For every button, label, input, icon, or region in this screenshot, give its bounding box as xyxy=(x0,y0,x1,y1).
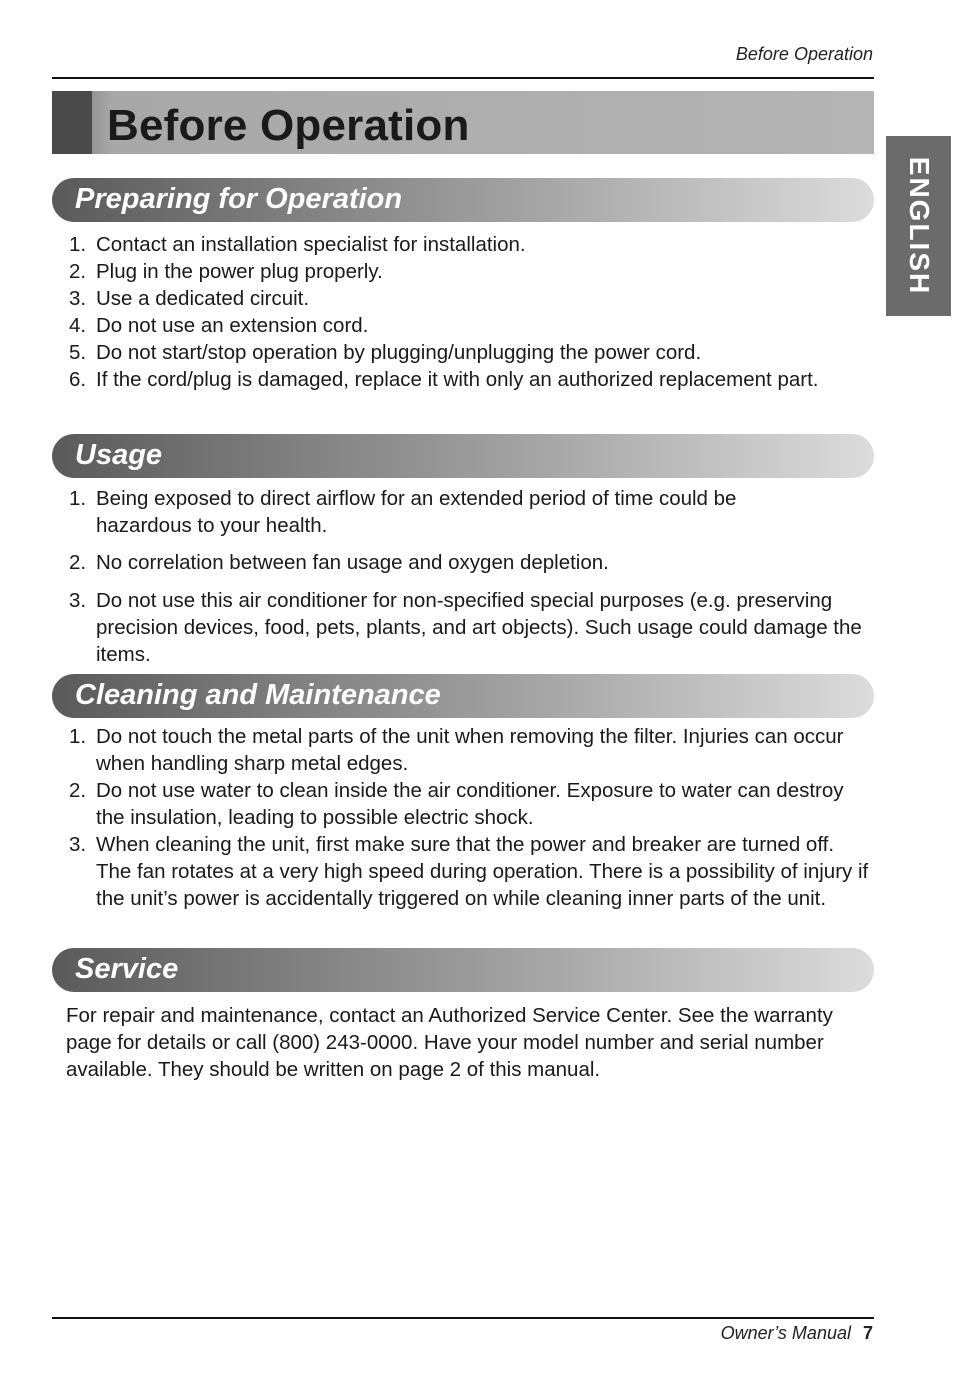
running-head: Before Operation xyxy=(735,44,873,64)
footer-label: Owner’s Manual xyxy=(720,1323,851,1343)
item-number: 2. xyxy=(69,779,87,802)
item-text: Do not use water to clean inside the air conditioner. Exposure to water can destroy the insulation, leading to possible electric shock. xyxy=(96,779,844,829)
cleaning-list xyxy=(69,723,869,912)
section-title-usage: Usage xyxy=(75,439,163,471)
page-title-bar xyxy=(52,91,874,154)
section-title-service: Service xyxy=(75,953,179,985)
item-number: 6. xyxy=(69,368,87,391)
list-item xyxy=(69,587,869,668)
item-text: Do not start/stop operation by plugging/unplugging the power cord. xyxy=(96,341,702,364)
usage-list xyxy=(69,485,869,668)
list-item xyxy=(69,723,869,777)
header-rule xyxy=(52,77,874,79)
item-number: 1. xyxy=(69,233,87,256)
section-header-preparing xyxy=(52,178,874,222)
list-item xyxy=(69,366,866,393)
footer xyxy=(721,1323,873,1344)
item-number: 3. xyxy=(69,287,87,310)
section-title-cleaning: Cleaning and Maintenance xyxy=(75,679,441,711)
item-text: Plug in the power plug properly. xyxy=(96,260,383,283)
list-item xyxy=(69,485,836,539)
service-paragraph: For repair and maintenance, contact an Authorized Service Center. See the warranty page for details or call (800) 243-0000. Have your model number and serial number available. They should be written on page 2 of this manual. xyxy=(66,1004,833,1081)
page-number: 7 xyxy=(862,1323,873,1343)
item-text: No correlation between fan usage and oxygen depletion. xyxy=(96,551,609,574)
item-text: Contact an installation specialist for installation. xyxy=(96,233,526,256)
item-text: Being exposed to direct airflow for an extended period of time could be hazardous to your health. xyxy=(96,487,737,537)
page-title: Before Operation xyxy=(107,101,470,150)
item-text: When cleaning the unit, first make sure that the power and breaker are turned off. The fan rotates at a very high speed during operation. There is a possibility of injury if the unit’s power is accidentally triggered on while cleaning inner parts of the unit. xyxy=(96,833,869,910)
item-number: 2. xyxy=(69,551,87,574)
item-number: 3. xyxy=(69,589,87,612)
item-text: Use a dedicated circuit. xyxy=(96,287,310,310)
item-text: Do not use this air conditioner for non-specified special purposes (e.g. preserving precision devices, food, pets, plants, and art objects). Such usage could damage the items. xyxy=(96,589,862,666)
item-number: 4. xyxy=(69,314,87,337)
list-item xyxy=(69,831,869,912)
section-header-service xyxy=(52,948,874,992)
list-item xyxy=(69,312,869,339)
preparing-list xyxy=(69,231,869,393)
section-header-cleaning xyxy=(52,674,874,718)
list-item xyxy=(69,231,869,258)
item-number: 2. xyxy=(69,260,87,283)
section-title-preparing: Preparing for Operation xyxy=(75,183,403,215)
list-item xyxy=(69,777,876,831)
section-header-usage xyxy=(52,434,874,478)
list-item xyxy=(69,285,869,312)
item-text: If the cord/plug is damaged, replace it with only an authorized replacement part. xyxy=(96,368,819,391)
item-number: 1. xyxy=(69,725,87,748)
title-accent-block xyxy=(52,91,92,154)
list-item xyxy=(69,339,869,366)
footer-rule xyxy=(52,1317,874,1319)
item-number: 3. xyxy=(69,833,87,856)
item-text: Do not use an extension cord. xyxy=(96,314,369,337)
item-text: Do not touch the metal parts of the unit when removing the filter. Injuries can occur when handling sharp metal edges. xyxy=(96,725,844,775)
list-item xyxy=(69,258,869,285)
item-number: 1. xyxy=(69,487,87,510)
list-item xyxy=(69,549,869,576)
language-tab-label: ENGLISH xyxy=(903,156,935,296)
item-number: 5. xyxy=(69,341,87,364)
language-tab xyxy=(886,136,951,316)
